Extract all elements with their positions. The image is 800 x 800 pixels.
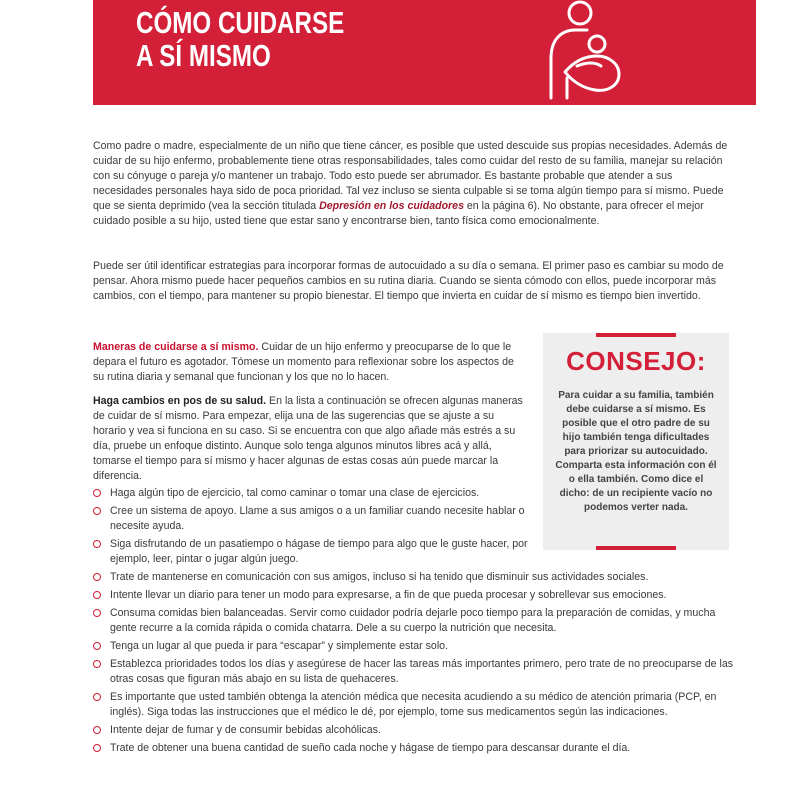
intro-text: Como padre o madre, especialmente de un niño que tiene cáncer, es posible que usted descuide sus propias necesidades. Además de cuidar de su hijo enfermo, probablemente tiene otras responsabilidades, tales como cuidar del resto de su familia, manejar su relación con su cónyuge o pareja y/o mantener un trabajo. Todo esto puede ser abrumador. Es bastante probable que atender a sus necesidades personales haya sido de poca prioridad. Tal vez incluso se sienta culpable si se toma algún tiempo para sí mismo. Puede que se sienta deprimido (vea la sección titulada [93,140,728,212]
health-changes-text: En la lista a continuación se ofrecen algunas maneras de cuidar de sí mismo. Para empezar, elija una de las sugerencias que se ajuste a su horario y vea si funciona en su caso. Si se encuentra con que algo añade más estrés a su día, pruebe un enfoque distinto. Aunque solo tenga algunos minutos libres acá y allá, tomarse el tiempo para sí mismo y hacer algunas de estas cosas aún puede marcar la diferencia. [93,394,523,482]
circle-bullet-icon [93,744,101,752]
depression-section-reference: Depresión en los cuidadores [319,200,464,212]
list-item-text: Trate de obtener una buena cantidad de sueño cada noche y hágase de tiempo para descansar durante el día. [110,742,631,754]
circle-bullet-icon [93,540,101,548]
list-item [93,504,530,534]
list-item [93,606,733,636]
list-item [93,723,733,738]
list-item-text: Haga algún tipo de ejercicio, tal como caminar o tomar una clase de ejercicios. [110,487,480,499]
list-item-text: Tenga un lugar al que pueda ir para “escapar” y simplemente estar solo. [110,640,449,652]
list-item-text: Consuma comidas bien balanceadas. Servir como cuidador podría dejarle poco tiempo para la preparación de comidas, y mucha gente recurre a la comida rápida o comida chatarra. Dele a su cuerpo la nutrición que necesita. [110,607,716,634]
intro-paragraph-2 [93,259,728,304]
tip-title: CONSEJO: [566,346,706,376]
list-item-text: Establezca prioridades todos los días y asegúrese de hacer las tareas más importantes primero, pero trate de no preocuparse de las otras cosas que figuran más abajo en su lista de quehaceres. [110,658,734,685]
circle-bullet-icon [93,609,101,617]
intro-text-tail: en la página 6). No obstante, para ofrecer el mejor cuidado posible a su hijo, usted tiene que estar sano y encontrarse bien, tanto física como emocionalmente. [93,200,704,227]
tip-body: Para cuidar a su familia, también debe cuidarse a sí mismo. Es posible que el otro padre de su hijo también tenga dificultades para priorizar su autocuidado. Comparta esta información con él o ella también. Como dice el dicho: de un recipiente vacío no podemos verter nada. [555,390,717,513]
list-item-text: Intente llevar un diario para tener un modo para expresarse, a fin de que pueda procesar y sobrellevar sus emociones. [110,589,667,601]
list-item-text: Trate de mantenerse en comunicación con sus amigos, incluso si ha tenido que disminuir sus actividades sociales. [110,571,649,583]
parent-holding-child-icon [537,0,627,100]
circle-bullet-icon [93,591,101,599]
circle-bullet-icon [93,726,101,734]
list-item [93,657,733,687]
self-care-ways-heading: Maneras de cuidarse a sí mismo. [93,340,259,353]
circle-bullet-icon [93,489,101,497]
health-changes-heading: Haga cambios en pos de su salud. [93,394,267,407]
list-item [93,588,733,603]
health-changes-paragraph [93,383,527,494]
list-item [93,690,733,720]
list-item [93,486,530,501]
page-title-line-1: CÓMO CUIDARSE [136,5,345,40]
intro-paragraph-2-text: Puede ser útil identificar estrategias para incorporar formas de autocuidado a su día o semana. El primer paso es cambiar su modo de pensar. Ahora mismo puede hacer pequeños cambios en su rutina diaria. Cuando se sienta cómodo con ellos, puede incorporar más cambios, con el tiempo, para mantener su propio bienestar. El tiempo que invierta en cuidar de sí mismo es tiempo bien invertido. [93,260,724,302]
list-item-text: Siga disfrutando de un pasatiempo o hágase de tiempo para algo que le guste hacer, por ejemplo, leer, pintar o jugar algún juego. [110,538,528,565]
list-item [93,570,733,585]
list-item-text: Cree un sistema de apoyo. Llame a sus amigos o a un familiar cuando necesite hablar o necesite ayuda. [110,505,525,532]
self-care-ways-text: Cuidar de un hijo enfermo y preocuparse de lo que le depara el futuro es agotador. Tómese un momento para reflexionar sobre los aspectos de su rutina diaria y semanal que funcionan y los que no lo hacen. [93,340,514,383]
list-item [93,741,733,756]
list-item-text: Intente dejar de fumar y de consumir bebidas alcohólicas. [110,724,381,736]
page-title-line-2: A SÍ MISMO [136,38,271,73]
circle-bullet-icon [93,693,101,701]
circle-bullet-icon [93,642,101,650]
tip-top-bar [596,333,676,337]
circle-bullet-icon [93,507,101,515]
page-title [136,6,344,72]
list-item [93,639,733,654]
circle-bullet-icon [93,660,101,668]
intro-paragraph-1 [93,139,728,229]
circle-bullet-icon [93,573,101,581]
self-care-list [93,486,733,759]
list-item [93,537,530,567]
list-item-text: Es importante que usted también obtenga la atención médica que necesita acudiendo a su médico de atención primaria (PCP, en inglés). Siga todas las instrucciones que el médico le dé, por ejemplo, tome sus medicamentos según las indicaciones. [110,691,717,718]
